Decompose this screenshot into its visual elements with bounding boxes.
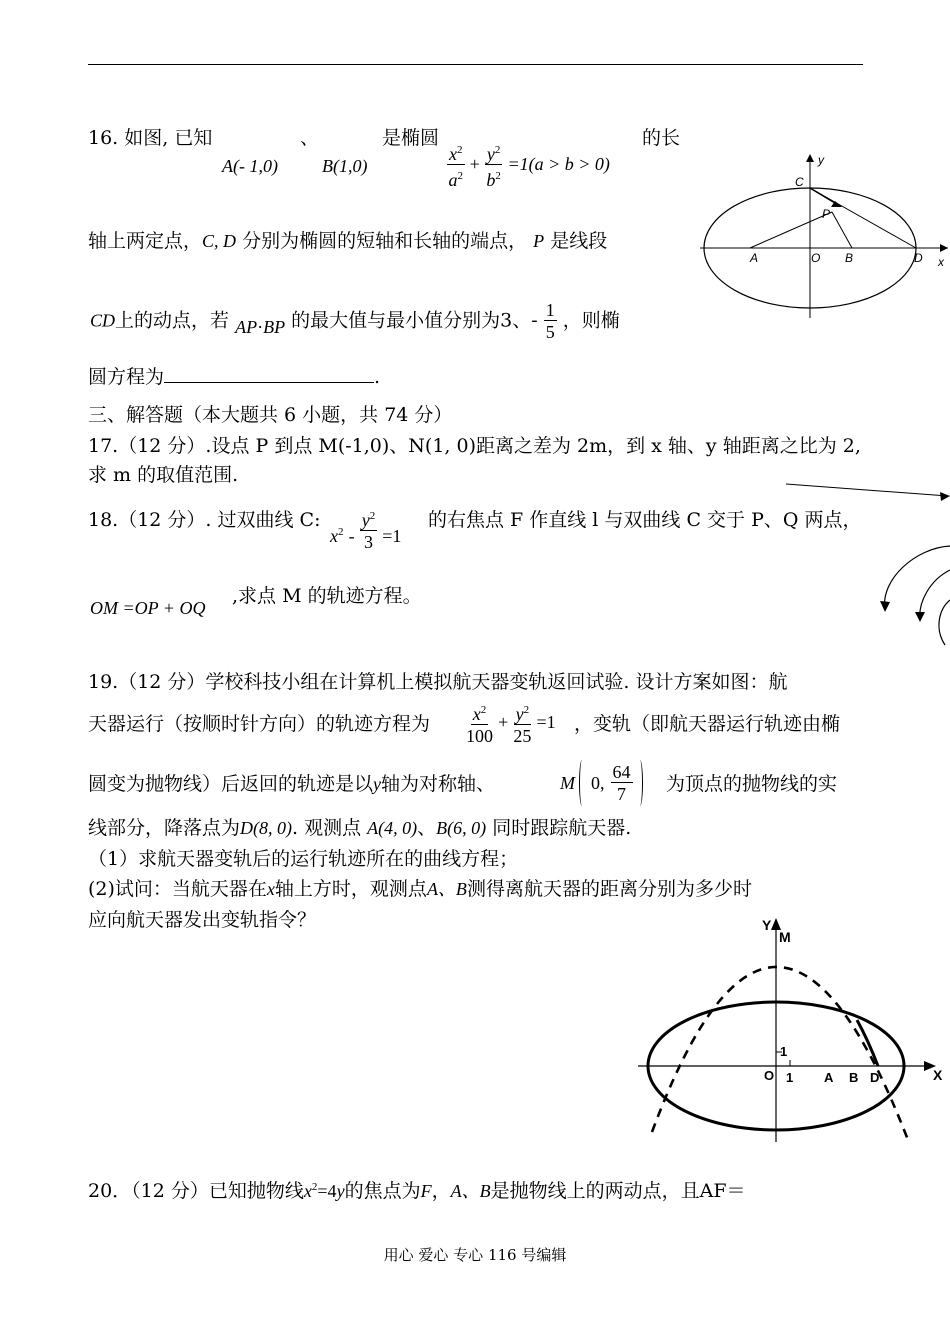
q17-line2: 求 m 的取值范围.	[88, 464, 239, 486]
fig19-label-1y: 1	[780, 1044, 788, 1059]
fig19-label-m: M	[779, 929, 791, 945]
q17-line1: 17.（12 分）.设点 P 到点 M(-1,0)、N(1, 0)距离之差为 2m，到 x 轴、y 轴距离之比为 2,	[88, 435, 861, 457]
figure-19-orbit	[630, 910, 950, 1150]
q16-sep: 、	[300, 127, 320, 149]
q19-line1: 19.（12 分）学校科技小组在计算机上模拟航天器变轨返回试验. 设计方案如图：航	[88, 671, 788, 693]
vertex-m: M 0, $\frac{64}{7}$	[560, 760, 643, 806]
q16-chang: 的长	[642, 127, 681, 149]
q16-line3: CD上的动点，若 AP·BP 的最大值与最小值分别为3、- $\frac{1}{5}$ ，则椭	[90, 300, 620, 342]
orbit-equation: $\frac{x^2}{100}$ + $\frac{y^2}{25}$ =1	[466, 700, 556, 747]
fig16-label-x: x	[938, 255, 944, 269]
fig16-label-a: A	[750, 251, 759, 265]
fig19-label-o: O	[764, 1068, 775, 1083]
figure-16-ellipse	[700, 150, 950, 320]
q16-is: 是椭圆	[382, 127, 440, 149]
page-footer: 用心 爱心 专心 116 号编辑	[383, 1246, 567, 1264]
section-3-heading: 三、解答题（本大题共 6 小题，共 74 分）	[88, 404, 453, 426]
q16-line2: 轴上两定点，C, D 分别为椭圆的短轴和长轴的端点， P 是线段	[88, 230, 608, 252]
q16-prefix: 16. 如图, 已知	[88, 127, 213, 149]
point-a: A(- 1,0)	[222, 156, 278, 176]
point-b: B(1,0)	[322, 156, 368, 176]
q19-line4: 线部分，降落点为D(8, 0). 观测点 A(4, 0)、B(6, 0) 同时跟踪航天器.	[88, 817, 632, 839]
fig19-label-y: Y	[762, 917, 772, 933]
fig16-label-p: P	[822, 207, 831, 221]
decorative-arrows	[780, 470, 950, 670]
q19-sub3: 应向航天器发出变轨指令？	[88, 909, 317, 931]
fig16-label-d: D	[914, 251, 923, 265]
ellipse-equation: $\frac{x^2}{a^2}$ + $\frac{y^2}{b^2}$ =1(a > b > 0)	[447, 140, 610, 191]
q19-line2-a: 天器运行（按顺时针方向）的轨迹方程为	[88, 713, 431, 735]
fig19-label-1x: 1	[786, 1070, 794, 1085]
fig16-label-y: y	[818, 153, 824, 167]
header-rule	[88, 64, 863, 65]
fig19-label-b: B	[849, 1070, 859, 1085]
vector-equation: OM =OP + OQ	[90, 598, 206, 618]
q18-suffix: 的右焦点 F 作直线 l 与双曲线 C 交于 P、Q 两点，	[428, 509, 862, 531]
question-20: 20．（12 分）已知抛物线$x^2=4y$的焦点为F，A、B是抛物线上的两动点，且AF＝	[88, 1180, 746, 1202]
q18-line2-suffix: ,求点 M 的轨迹方程。	[232, 585, 422, 607]
fig19-label-a: A	[824, 1070, 834, 1085]
hyperbola-equation: $x^2$ - $\frac{y^2}{3}$ =1	[330, 506, 401, 553]
q19-sub1: （1）求航天器变轨后的运行轨迹所在的曲线方程；	[88, 848, 519, 870]
answer-blank	[164, 362, 374, 383]
q19-line3-c: 为顶点的抛物线的实	[666, 773, 838, 795]
fig16-label-c: C	[795, 175, 804, 189]
q19-sub2: (2)试问：当航天器在x轴上方时，观测点A、B测得离航天器的距离分别为多少时	[88, 878, 752, 900]
q19-line2-b: ，变轨（即航天器运行轨迹由椭	[574, 713, 841, 735]
fig19-label-d: D	[870, 1070, 880, 1085]
q18-prefix: 18.（12 分）. 过双曲线 C:	[88, 509, 321, 531]
fig16-label-b: B	[845, 251, 854, 265]
q16-line4: 圆方程为 .	[88, 362, 380, 389]
fig16-label-o: O	[811, 251, 821, 265]
q19-line3-a: 圆变为抛物线）后返回的轨迹是以y轴为对称轴、	[88, 773, 496, 795]
fig19-label-x: X	[933, 1067, 943, 1083]
